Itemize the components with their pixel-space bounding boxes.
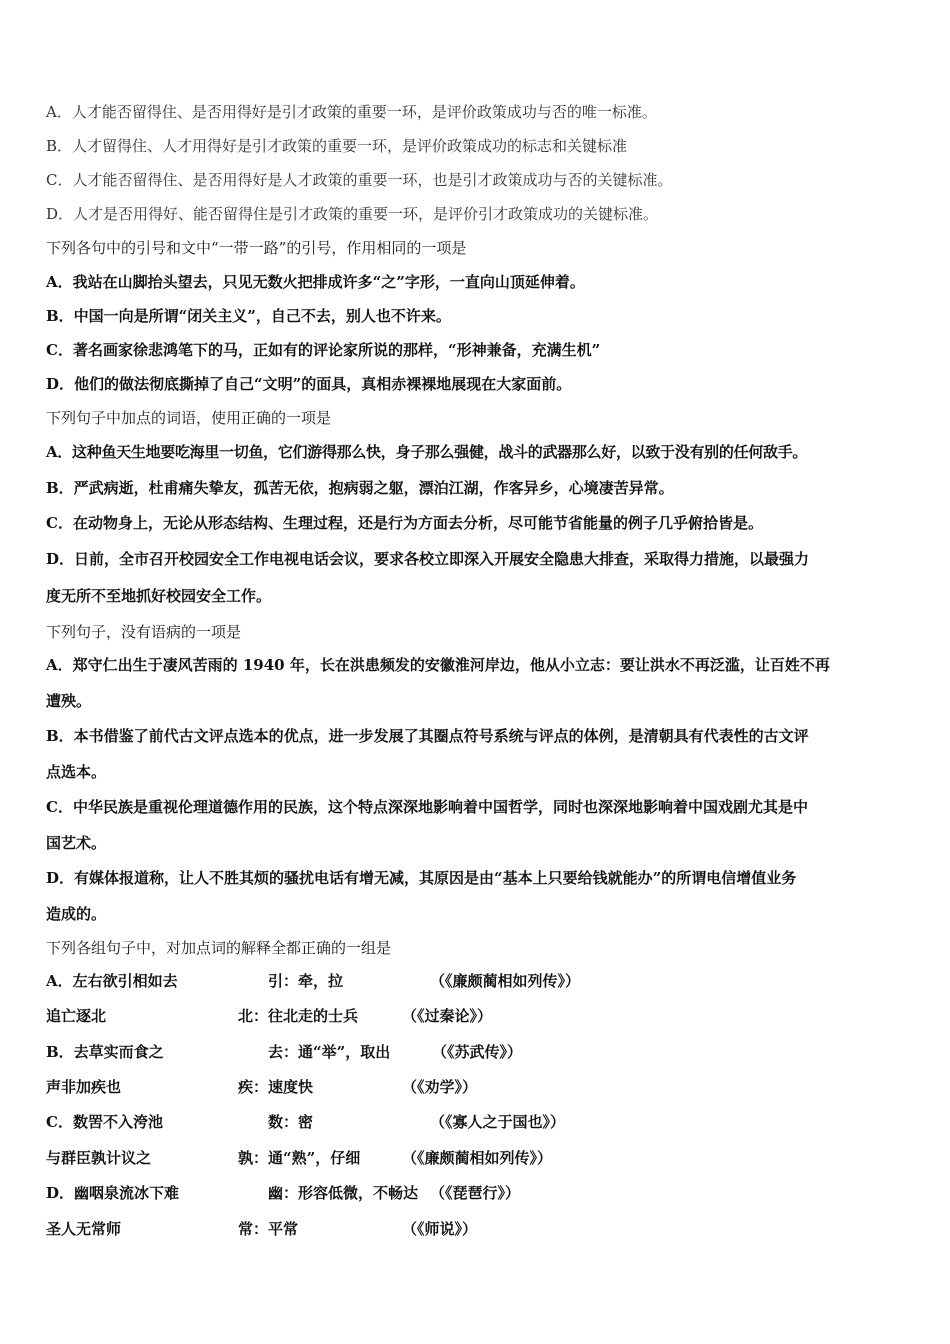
option-b: B．本书借鉴了前代古文评点选本的优点，进一步发展了其圈点符号系统与评点的体例，是清朝具有代表性的古文评 — [46, 727, 809, 745]
row-source: （《琵琶行》） — [430, 1184, 521, 1202]
row-source: （《劝学》） — [402, 1078, 478, 1096]
option-b: B．人才留得住、人才用得好是引才政策的重要一环，是评价政策成功的标志和关键标准 — [46, 137, 628, 155]
row-gloss: 疾：速度快 — [238, 1078, 314, 1096]
row-source: （《师说》） — [402, 1220, 478, 1238]
question-stem: 下列各句中的引号和文中“一带一路”的引号，作用相同的一项是 — [46, 239, 467, 257]
row-gloss: 数：密 — [268, 1113, 314, 1131]
option-a: A．这种鱼天生地要吃海里一切鱼，它们游得那么快，身子那么强健，战斗的武器那么好，以致于没有别的任何敌手。 — [46, 443, 808, 461]
row-sentence: B．去草实而食之 — [46, 1043, 164, 1061]
row-source: （《廉颇蔺相如列传》） — [430, 972, 581, 990]
row-source: （《寡人之于国也》） — [430, 1113, 566, 1131]
option-c: C．人才能否留得住、是否用得好是人才政策的重要一环，也是引才政策成功与否的关键标准。 — [46, 171, 673, 189]
option-c: C．在动物身上，无论从形态结构、生理过程，还是行为方面去分析，尽可能节省能量的例子几乎俯拾皆是。 — [46, 514, 763, 532]
option-d: D．人才是否用得好、能否留得住是引才政策的重要一环，是评价引才政策成功的关键标准。 — [46, 205, 659, 223]
row-gloss: 幽：形容低微，不畅达 — [268, 1184, 419, 1202]
row-sentence: D．幽咽泉流冰下难 — [46, 1184, 180, 1202]
option-b: B．严武病逝，杜甫痛失挚友，孤苦无依，抱病弱之躯，漂泊江湖，作客异乡，心境凄苦异常。 — [46, 479, 674, 497]
row-gloss: 去：通“举”，取出 — [268, 1043, 391, 1061]
option-c-continued: 国艺术。 — [46, 834, 107, 852]
option-d-continued: 造成的。 — [46, 905, 107, 923]
row-sentence: 追亡逐北 — [46, 1007, 107, 1025]
row-sentence: 圣人无常师 — [46, 1220, 122, 1238]
row-sentence: 与群臣孰计议之 — [46, 1149, 152, 1167]
option-d: D．他们的做法彻底撕掉了自己“文明”的面具，真相赤裸裸地展现在大家面前。 — [46, 375, 572, 393]
option-d-continued: 度无所不至地抓好校园安全工作。 — [46, 587, 272, 605]
row-source: （《廉颇蔺相如列传》） — [402, 1149, 553, 1167]
option-b-continued: 点选本。 — [46, 763, 107, 781]
option-a: A．我站在山脚抬头望去，只见无数火把排成许多“之”字形，一直向山顶延伸着。 — [46, 273, 585, 291]
question-stem: 下列句子，没有语病的一项是 — [46, 623, 242, 641]
row-source: （《苏武传》） — [432, 1043, 523, 1061]
row-gloss: 孰：通“熟”，仔细 — [238, 1149, 361, 1167]
row-sentence: A．左右欲引相如去 — [46, 972, 178, 990]
row-gloss: 引：牵，拉 — [268, 972, 344, 990]
row-gloss: 常：平常 — [238, 1220, 299, 1238]
question-stem: 下列句子中加点的词语，使用正确的一项是 — [46, 409, 332, 427]
row-sentence: C．数罟不入洿池 — [46, 1113, 163, 1131]
option-b: B．中国一向是所谓“闭关主义”，自己不去，别人也不许来。 — [46, 307, 451, 325]
option-a: A．人才能否留得住、是否用得好是引才政策的重要一环，是评价政策成功与否的唯一标准。 — [46, 103, 657, 121]
option-c: C．中华民族是重视伦理道德作用的民族，这个特点深深地影响着中国哲学，同时也深深地影响着中国戏剧尤其是中 — [46, 798, 808, 816]
question-stem: 下列各组句子中，对加点词的解释全都正确的一组是 — [46, 939, 392, 957]
option-a: A．郑守仁出生于凄风苦雨的 1940 年，长在洪患频发的安徽淮河岸边，他从小立志：要让洪水不再泛滥，让百姓不再 — [46, 656, 830, 674]
row-gloss: 北：往北走的士兵 — [238, 1007, 359, 1025]
option-c: C．著名画家徐悲鸿笔下的马，正如有的评论家所说的那样，“形神兼备，充满生机” — [46, 341, 601, 359]
option-d: D．日前，全市召开校园安全工作电视电话会议，要求各校立即深入开展安全隐患大排查，采取得力措施，以最强力 — [46, 550, 810, 568]
option-d: D．有媒体报道称，让人不胜其烦的骚扰电话有增无减，其原因是由“基本上只要给钱就能办”的所谓电信增值业务 — [46, 869, 797, 887]
option-a-continued: 遭殃。 — [46, 692, 92, 710]
row-sentence: 声非加疾也 — [46, 1078, 122, 1096]
row-source: （《过秦论》） — [402, 1007, 493, 1025]
